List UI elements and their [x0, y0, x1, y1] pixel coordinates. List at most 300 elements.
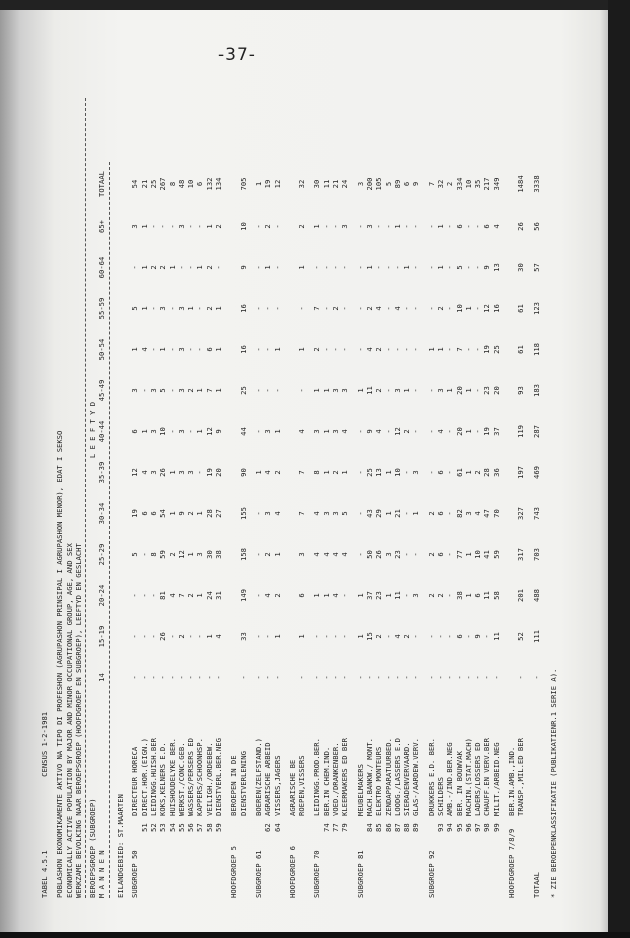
row-label: [356, 698, 365, 816]
cell-value: 4: [214, 634, 224, 639]
col-header: 55-59: [97, 297, 107, 320]
cell-value: 13: [491, 263, 501, 272]
cell-value: 1: [272, 634, 282, 639]
cell-value: -: [321, 224, 331, 229]
cell-value: [288, 575, 297, 616]
cell-value: 1: [355, 593, 365, 598]
cell-value: 26: [158, 468, 168, 477]
cell-value: 4: [473, 511, 483, 516]
row-label: 88SIERADENVERVAARD.: [402, 742, 412, 832]
cell-value: 1: [139, 429, 149, 434]
row-label: 74BER.IN CHEM.IND.: [321, 746, 331, 832]
cell-value: 1: [214, 388, 224, 393]
cell-value: -: [445, 675, 455, 680]
cell-value: -: [139, 675, 149, 680]
cell-value: 11: [482, 591, 492, 600]
cell-value: -: [516, 675, 526, 680]
table-row: [445, 162, 454, 898]
col-header: 50-54: [97, 338, 107, 361]
cell-value: -: [426, 265, 436, 270]
cell-value: 5: [158, 388, 168, 393]
cell-value: -: [463, 634, 473, 639]
cell-value: 4: [272, 511, 282, 516]
table-row: [436, 162, 445, 898]
cell-value: [507, 534, 516, 575]
cell-value: -: [167, 224, 177, 229]
census-date: CENSUS 1-2-1981: [40, 711, 49, 777]
cell-value: 1: [253, 470, 263, 475]
cell-value: 6: [435, 511, 445, 516]
cell-value: 4: [392, 306, 402, 311]
cell-value: 2: [426, 511, 436, 516]
footnote: * ZIE BEROEPENKLASSIFIKATIE (PUBLIKATIENR.1 SERIE A).: [548, 668, 558, 898]
cell-value: -: [426, 388, 436, 393]
cell-value: -: [411, 347, 421, 352]
row-label-text: ELEKTRO MONTEURS: [374, 746, 384, 816]
cell-value: 2: [176, 634, 186, 639]
cell-value: 6: [473, 593, 483, 598]
cell-value: 1: [186, 552, 196, 557]
cell-value: 82: [454, 509, 464, 518]
col-header: 25-29: [97, 543, 107, 566]
title-english: ECONOMICALLY ACTIVE POPULATION BY MAJOR AND MINOR OCCUPATIONAL GROUP, AGE, AND SEX: [64, 543, 74, 898]
cell-value: -: [402, 470, 412, 475]
cell-value: 1: [435, 347, 445, 352]
cell-value: 25: [238, 386, 248, 395]
cell-value: -: [253, 675, 263, 680]
cell-value: -: [297, 306, 307, 311]
cell-value: 1: [139, 306, 149, 311]
cell-value: -: [445, 429, 455, 434]
cell-value: [288, 493, 297, 534]
cell-value: 33: [238, 632, 248, 641]
cell-value: -: [402, 675, 412, 680]
cell-value: 488: [531, 589, 541, 602]
cell-value: 3: [411, 470, 421, 475]
row-label-text: MILIT./ARBEID.NEG: [491, 742, 501, 816]
cell-value: 5: [130, 552, 140, 557]
cell-value: [229, 370, 238, 411]
cell-value: -: [195, 470, 205, 475]
cell-value: 4: [340, 552, 350, 557]
cell-value: [229, 206, 238, 247]
table-row: [455, 162, 464, 898]
row-label-text: LOODG./LASSERS E.D: [392, 738, 402, 816]
cell-value: 1: [204, 634, 214, 639]
cell-value: -: [253, 511, 263, 516]
cell-value: -: [445, 634, 455, 639]
table-row: [411, 162, 420, 898]
cell-value: 7: [297, 511, 307, 516]
cell-value: -: [321, 634, 331, 639]
cell-value: 2: [186, 511, 196, 516]
row-label: [507, 698, 516, 816]
row-label-text: CHAUFF.EN VERV.BER: [482, 738, 492, 816]
cell-value: -: [195, 634, 205, 639]
cell-value: 57: [531, 263, 541, 272]
cell-value: 2: [272, 470, 282, 475]
table-row: [297, 162, 306, 898]
cell-value: 2: [186, 593, 196, 598]
cell-value: -: [531, 675, 541, 680]
table-row: [402, 162, 411, 898]
cell-value: [288, 370, 297, 411]
cell-value: 25: [491, 345, 501, 354]
cell-value: 4: [364, 347, 374, 352]
cell-value: -: [321, 675, 331, 680]
cell-value: 158: [238, 548, 248, 561]
cell-value: 1: [263, 265, 273, 270]
cell-value: 90: [238, 468, 248, 477]
cell-value: 47: [482, 509, 492, 518]
age-header: L E E F T Y D: [88, 401, 98, 459]
cell-value: -: [253, 429, 263, 434]
cell-value: -: [482, 634, 492, 639]
cell-value: 19: [130, 509, 140, 518]
cell-value: -: [355, 347, 365, 352]
rotated-census-table: [40, 98, 570, 898]
cell-value: -: [445, 224, 455, 229]
cell-value: 1: [167, 511, 177, 516]
cell-value: 54: [158, 509, 168, 518]
cell-value: 1: [463, 388, 473, 393]
cell-value: 4: [297, 429, 307, 434]
cell-value: 2: [402, 429, 412, 434]
cell-value: -: [186, 429, 196, 434]
cell-value: -: [297, 388, 307, 393]
cell-value: 2: [186, 388, 196, 393]
cell-value: 3: [364, 224, 374, 229]
table-row: [427, 162, 436, 898]
cell-value: 3: [176, 347, 186, 352]
cell-value: -: [402, 593, 412, 598]
table-row: [356, 162, 365, 898]
cell-value: [288, 452, 297, 493]
table-row: [507, 162, 516, 898]
cell-value: -: [482, 675, 492, 680]
cell-value: -: [186, 265, 196, 270]
col-header: 60-64: [97, 256, 107, 279]
cell-value: 10: [473, 550, 483, 559]
table-id: TABEL 4.5.1: [40, 850, 49, 898]
table-row: [239, 162, 248, 898]
cell-value: 37: [491, 427, 501, 436]
title-papiamentu: POBLASHON EKONOMIKAMENTE AKTIVO NA TIPO DI PROFESHON (AGRUPASHON PRINSIPAL I AGRUPASHON MENOR), EDAT I SEKSO: [55, 430, 65, 898]
cell-value: [229, 288, 238, 329]
cell-value: -: [186, 675, 196, 680]
cell-value: -: [383, 224, 393, 229]
cell-total: 35: [473, 179, 483, 189]
cell-value: -: [176, 265, 186, 270]
cell-value: 1: [355, 388, 365, 393]
cell-value: 4: [331, 593, 341, 598]
table-row: [205, 162, 214, 898]
cell-value: 1: [272, 347, 282, 352]
cell-value: [507, 329, 516, 370]
row-label: [239, 698, 248, 816]
cell-value: -: [383, 429, 393, 434]
cell-value: 1: [272, 552, 282, 557]
cell-total: 21: [331, 179, 341, 189]
cell-value: 3: [435, 388, 445, 393]
cell-value: 58: [491, 591, 501, 600]
row-label: 86ZENDAPPARATUURBED.: [383, 738, 393, 832]
cell-value: 28: [482, 468, 492, 477]
cell-total: 89: [392, 179, 402, 189]
cell-value: 38: [214, 550, 224, 559]
cell-value: -: [167, 306, 177, 311]
cell-value: 183: [531, 384, 541, 397]
cell-value: 36: [491, 468, 501, 477]
cell-value: 11: [364, 386, 374, 395]
cell-value: -: [167, 634, 177, 639]
cell-total: 3338: [531, 175, 541, 193]
cell-value: 2: [331, 470, 341, 475]
row-label: 87LOODG./LASSERS E.D: [392, 738, 402, 832]
cell-value: 10: [238, 222, 248, 231]
cell-value: 3: [186, 470, 196, 475]
cell-value: 4: [374, 429, 384, 434]
cell-value: 3: [331, 429, 341, 434]
cell-value: 3: [176, 224, 186, 229]
cell-value: -: [158, 675, 168, 680]
table-row: [532, 162, 541, 898]
cell-value: 3: [463, 511, 473, 516]
header-row-group: [88, 162, 97, 898]
cell-value: -: [392, 675, 402, 680]
cell-value: 7: [297, 470, 307, 475]
cell-value: -: [383, 675, 393, 680]
cell-value: 9: [176, 511, 186, 516]
cell-value: 6: [435, 552, 445, 557]
row-label: [516, 698, 525, 816]
cell-value: -: [411, 634, 421, 639]
cell-value: [288, 206, 297, 247]
cell-value: 12: [130, 468, 140, 477]
cell-value: -: [340, 675, 350, 680]
cell-value: 2: [204, 265, 214, 270]
cell-value: 9: [364, 429, 374, 434]
cell-value: 15: [364, 632, 374, 641]
cell-value: 6: [454, 634, 464, 639]
cell-value: 61: [454, 468, 464, 477]
cell-value: -: [331, 347, 341, 352]
row-label-text: BEROEPEN IN DE: [229, 755, 239, 816]
cell-value: 7: [204, 388, 214, 393]
cell-value: -: [383, 306, 393, 311]
row-label-text: WASSERS/PERSERS ED: [186, 738, 196, 816]
cell-total: 21: [139, 179, 149, 189]
row-group: SUBGROEP 92: [426, 850, 436, 898]
row-label-text: ZENDAPPARATUURBED.: [383, 738, 393, 816]
row-label-text: DIENSTVERL.BER.NEG: [214, 738, 224, 816]
cell-value: -: [195, 306, 205, 311]
cell-value: -: [463, 224, 473, 229]
cell-value: -: [473, 429, 483, 434]
cell-value: -: [253, 634, 263, 639]
cell-value: 3: [176, 306, 186, 311]
cell-value: 2: [374, 347, 384, 352]
cell-value: 1: [195, 265, 205, 270]
cell-value: 93: [516, 386, 526, 395]
cell-value: -: [130, 593, 140, 598]
row-label: 62AGRARISCHE ARBEID: [263, 742, 273, 832]
cell-value: 1: [297, 347, 307, 352]
row-label: 89GLAS-/AARDEW.VERV.: [411, 738, 421, 832]
col-header: 30-34: [97, 502, 107, 525]
cell-value: 12: [204, 427, 214, 436]
cell-value: 1: [321, 470, 331, 475]
table-row: [516, 162, 525, 898]
cell-value: 3: [312, 429, 322, 434]
cell-value: 9: [482, 265, 492, 270]
row-label-text: DIRECTEUR HORECA: [130, 746, 140, 816]
cell-value: 2: [158, 265, 168, 270]
cell-value: 23: [482, 386, 492, 395]
cell-value: 1: [435, 265, 445, 270]
table-row: [254, 162, 263, 898]
cell-value: 3: [148, 388, 158, 393]
cell-value: -: [139, 593, 149, 598]
row-label-text: VOED./DRANKENBER.: [331, 742, 341, 816]
cell-value: -: [435, 634, 445, 639]
cell-value: 1: [139, 224, 149, 229]
cell-value: 4: [139, 347, 149, 352]
table-row: [140, 162, 149, 898]
cell-value: 30: [204, 550, 214, 559]
cell-value: -: [355, 429, 365, 434]
row-label-text: BER.IN.AMB.,IND.: [507, 746, 517, 816]
row-label-text: LEIDINGG.HUISH.BER: [148, 738, 158, 816]
cell-value: 11: [491, 632, 501, 641]
cell-value: 2: [374, 388, 384, 393]
cell-total: [229, 162, 238, 206]
cell-total: 11: [321, 179, 331, 189]
cell-value: 123: [531, 302, 541, 315]
cell-value: 3: [176, 388, 186, 393]
cell-total: 25: [148, 179, 158, 189]
cell-value: -: [321, 306, 331, 311]
cell-value: -: [312, 265, 322, 270]
cell-value: 4: [312, 552, 322, 557]
cell-value: -: [411, 224, 421, 229]
row-group: HOOFDGROEP 7/8/9: [507, 828, 517, 898]
cell-value: -: [253, 265, 263, 270]
row-label-text: MEUBELMAKERS: [355, 764, 365, 816]
cell-value: 317: [516, 548, 526, 561]
cell-value: 3: [411, 593, 421, 598]
cell-value: 2: [435, 306, 445, 311]
row-label-text: KAPPERS/SCHOONHSP.: [195, 738, 205, 816]
cell-value: 37: [364, 591, 374, 600]
cell-value: 3: [130, 388, 140, 393]
cell-value: 6: [435, 470, 445, 475]
cell-total: 30: [312, 179, 322, 189]
cell-value: -: [253, 347, 263, 352]
cell-value: [288, 247, 297, 288]
table-row: [149, 162, 158, 898]
cell-value: -: [411, 675, 421, 680]
cell-value: -: [139, 634, 149, 639]
row-label-text: KLEERMAKERS ED BER: [340, 738, 350, 816]
cell-value: 2: [435, 593, 445, 598]
cell-value: -: [355, 224, 365, 229]
col-header: 35-39: [97, 461, 107, 484]
cell-value: 1: [130, 347, 140, 352]
cell-value: -: [445, 470, 455, 475]
cell-value: -: [167, 675, 177, 680]
cell-value: -: [355, 552, 365, 557]
table-row: [473, 162, 482, 898]
table-row: [365, 162, 374, 898]
row-label: [532, 698, 541, 816]
cell-value: 8: [312, 470, 322, 475]
cell-value: 25: [364, 468, 374, 477]
cell-value: 1: [402, 388, 412, 393]
cell-value: 2: [214, 224, 224, 229]
cell-total: 334: [454, 177, 464, 191]
cell-value: [229, 329, 238, 370]
cell-value: 1: [186, 306, 196, 311]
row-label: [130, 698, 139, 816]
cell-value: -: [445, 593, 455, 598]
row-label: 85ELEKTRO MONTEURS: [374, 746, 384, 832]
row-label-text: KOKS,KELNERS E.D.: [158, 742, 168, 816]
sex-header: M A N N E N: [97, 850, 107, 898]
cell-value: 59: [491, 550, 501, 559]
cell-value: [229, 452, 238, 493]
cell-value: 26: [516, 222, 526, 231]
cell-value: 19: [482, 345, 492, 354]
cell-value: -: [253, 306, 263, 311]
cell-value: 1: [402, 265, 412, 270]
cell-value: 20: [214, 468, 224, 477]
cell-value: 1: [214, 306, 224, 311]
cell-value: -: [195, 347, 205, 352]
cell-value: 3: [148, 429, 158, 434]
cell-value: 10: [392, 468, 402, 477]
cell-value: [507, 452, 516, 493]
page-number: -37-: [218, 45, 256, 65]
cell-value: 77: [454, 550, 464, 559]
cell-value: -: [176, 675, 186, 680]
cell-value: -: [340, 306, 350, 311]
divider: [85, 98, 86, 898]
cell-value: -: [186, 634, 196, 639]
row-label-text: VISSERS,JAGERS: [272, 755, 282, 816]
cell-value: -: [263, 634, 273, 639]
cell-value: 1: [364, 265, 374, 270]
cell-value: 1: [321, 593, 331, 598]
cell-value: 1: [272, 429, 282, 434]
cell-value: 3: [176, 470, 186, 475]
cell-value: -: [195, 224, 205, 229]
cell-value: 27: [214, 509, 224, 518]
cell-value: 1: [445, 388, 455, 393]
col-header: 20-24: [97, 584, 107, 607]
cell-value: 44: [238, 427, 248, 436]
table-row: [492, 162, 501, 898]
row-label-text: VEILIGH./ORDEBEW.: [204, 742, 214, 816]
cell-value: -: [158, 224, 168, 229]
cell-total: 3: [355, 181, 365, 187]
row-label-text: SIERADENVERVAARD.: [402, 742, 412, 816]
cell-total: 54: [130, 179, 140, 189]
cell-value: 1: [195, 511, 205, 516]
cell-total: 32: [297, 179, 307, 189]
cell-value: 2: [364, 306, 374, 311]
table-row: [322, 162, 331, 898]
